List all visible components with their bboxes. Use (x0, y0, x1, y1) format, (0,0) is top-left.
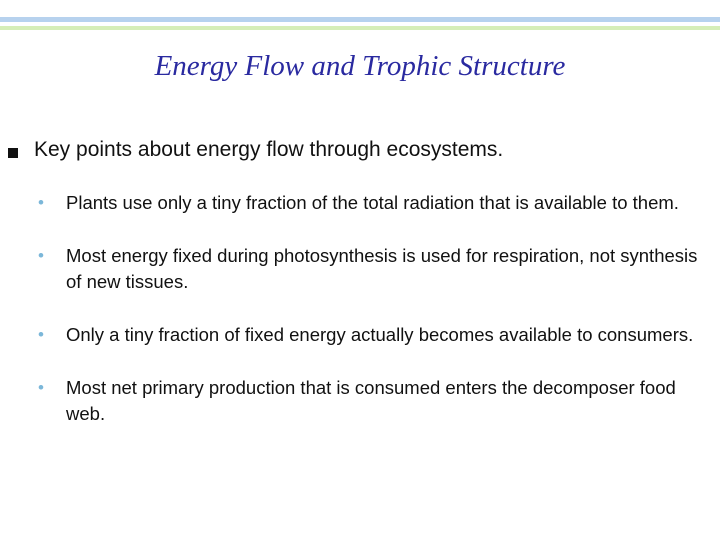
dot-bullet-icon: • (38, 378, 44, 397)
dot-bullet-icon: • (38, 193, 44, 212)
dot-bullet-icon: • (38, 246, 44, 265)
sub-point-text: Most net primary production that is consumed enters the decomposer food web. (66, 377, 676, 424)
main-point: Key points about energy flow through ecosystems. (34, 138, 504, 161)
sub-point-text: Only a tiny fraction of fixed energy actually becomes available to consumers. (66, 324, 694, 345)
sub-point-list (36, 190, 706, 454)
list-item (36, 190, 706, 216)
list-item (36, 375, 706, 427)
list-item (36, 322, 706, 348)
top-rule-blue (0, 17, 720, 22)
sub-point-text: Most energy fixed during photosynthesis is used for respiration, not synthesis of new tissues. (66, 245, 698, 292)
top-rule-green (0, 26, 720, 30)
list-item (36, 243, 706, 295)
sub-point-text: Plants use only a tiny fraction of the total radiation that is available to them. (66, 192, 679, 213)
dot-bullet-icon: • (38, 325, 44, 344)
square-bullet-icon (8, 148, 18, 158)
slide-title: Energy Flow and Trophic Structure (154, 50, 566, 82)
